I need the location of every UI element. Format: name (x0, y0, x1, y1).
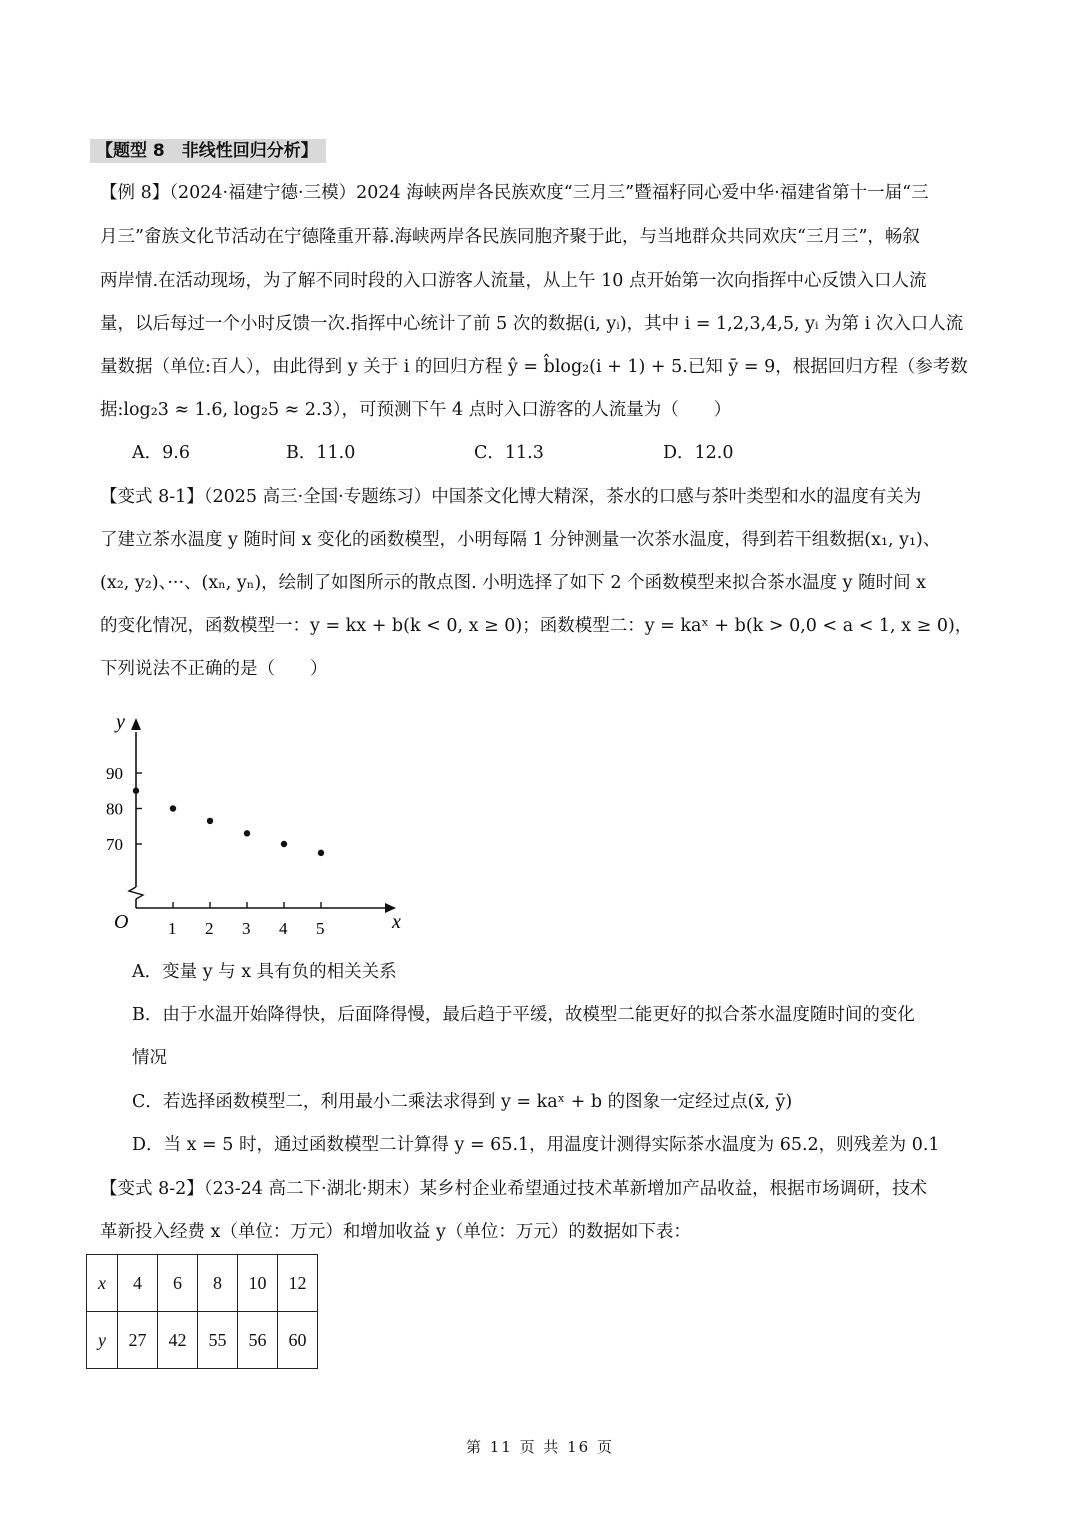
option-a: A．9.6 (132, 443, 190, 463)
data-point (281, 841, 287, 847)
x-tick-label: 2 (205, 919, 214, 938)
x-tick-label: 1 (168, 919, 177, 938)
data-point (207, 818, 213, 824)
table-row (87, 1312, 318, 1369)
table-cell: 12 (278, 1255, 318, 1312)
origin-label: O (114, 911, 129, 933)
table-row (87, 1255, 318, 1312)
y-tick-label: 90 (106, 764, 123, 783)
variant1-line-2: 了建立茶水温度 y 随时间 x 变化的函数模型，小明每隔 1 分钟测量一次茶水温度，得到若干组数据(x₁, y₁)、 (100, 530, 941, 550)
data-point (318, 850, 324, 856)
y-axis-arrow (131, 718, 141, 730)
choice-c: C．若选择函数模型二，利用最小二乘法求得到 y = kaˣ + b 的图象一定经过点(x̄, ȳ) (132, 1092, 793, 1112)
table-cell: 4 (118, 1255, 158, 1312)
choice-b-continued: 情况 (132, 1048, 167, 1068)
table-header-cell: x (87, 1255, 118, 1312)
table-cell: 60 (278, 1312, 318, 1369)
section-heading: 【题型 8 非线性回归分析】 (90, 139, 326, 163)
page-footer: 第 11 页 共 16 页 (465, 1438, 614, 1456)
data-point (244, 830, 250, 836)
table-cell: 55 (198, 1312, 238, 1369)
variant1-line-3: (x₂, y₂)、···、(xₙ, yₙ)，绘制了如图所示的散点图. 小明选择了如下 2 个函数模型来拟合茶水温度 y 随时间 x (100, 573, 927, 593)
data-point (170, 805, 176, 811)
variant1-line-5: 下列说法不正确的是（ ） (100, 659, 328, 679)
y-axis-label: y (116, 711, 125, 733)
variant1-line-4: 的变化情况，函数模型一：y = kx + b(k < 0, x ≥ 0)；函数模型二：y = kaˣ + b(k > 0,0 < a < 1, x ≥ 0)， (100, 616, 973, 636)
table-cell: 8 (198, 1255, 238, 1312)
table-cell: 27 (118, 1312, 158, 1369)
example-line-5: 量数据（单位:百人），由此得到 y 关于 i 的回归方程 ŷ = b̂log₂(i + 1) + 5.已知 ȳ = 9，根据回归方程（参考数 (100, 357, 968, 377)
variant2-line-2: 革新投入经费 x（单位：万元）和增加收益 y（单位：万元）的数据如下表： (100, 1222, 691, 1242)
example-line-1: 【例 8】（2024·福建宁德·三模）2024 海峡两岸各民族欢度“三月三”暨福籽同心爱中华·福建省第十一届“三 (100, 183, 929, 203)
table-cell: 56 (238, 1312, 278, 1369)
table-header-cell: y (87, 1312, 118, 1369)
x-tick-label: 3 (242, 919, 251, 938)
choice-b: B．由于水温开始降得快，后面降得慢，最后趋于平缓，故模型二能更好的拟合茶水温度随时间的变化 (132, 1005, 915, 1025)
example-line-2: 月三”畲族文化节活动在宁德隆重开幕.海峡两岸各民族同胞齐聚于此，与当地群众共同欢庆“三月三”，畅叙 (100, 227, 920, 247)
example-line-6: 据:log₂3 ≈ 1.6, log₂5 ≈ 2.3），可预测下午 4 点时入口游客的人流量为（ ） (100, 400, 732, 420)
option-c: C．11.3 (474, 443, 544, 463)
y-axis-break (129, 887, 143, 899)
variant1-line-1: 【变式 8-1】（2025 高三·全国·专题练习）中国茶文化博大精深，茶水的口感与茶叶类型和水的温度有关为 (100, 487, 922, 507)
x-axis-label: x (392, 911, 401, 933)
example-line-4: 量，以后每过一个小时反馈一次.指挥中心统计了前 5 次的数据(i, yᵢ)，其中 i = 1,2,3,4,5, yᵢ 为第 i 次入口人流 (100, 314, 964, 334)
option-b: B．11.0 (286, 443, 356, 463)
data-point (133, 788, 139, 794)
example-line-3: 两岸情.在活动现场，为了解不同时段的入口游客人流量，从上午 10 点开始第一次向指挥中心反馈入口人流 (100, 271, 927, 291)
table-cell: 42 (158, 1312, 198, 1369)
data-table (86, 1254, 318, 1369)
x-tick-label: 5 (316, 919, 325, 938)
option-d: D．12.0 (663, 443, 734, 463)
table-cell: 10 (238, 1255, 278, 1312)
choice-a: A．变量 y 与 x 具有负的相关关系 (132, 962, 397, 982)
variant2-line-1: 【变式 8-2】（23-24 高二下·湖北·期末）某乡村企业希望通过技术革新增加产品收益，根据市场调研，技术 (100, 1179, 928, 1199)
y-tick-label: 80 (106, 799, 123, 819)
y-tick-label: 70 (106, 835, 123, 854)
choice-d: D．当 x = 5 时，通过函数模型二计算得 y = 65.1，用温度计测得实际茶水温度为 65.2，则残差为 0.1 (132, 1135, 940, 1155)
x-tick-label: 4 (279, 919, 288, 938)
scatter-plot (96, 702, 416, 942)
table-cell: 6 (158, 1255, 198, 1312)
